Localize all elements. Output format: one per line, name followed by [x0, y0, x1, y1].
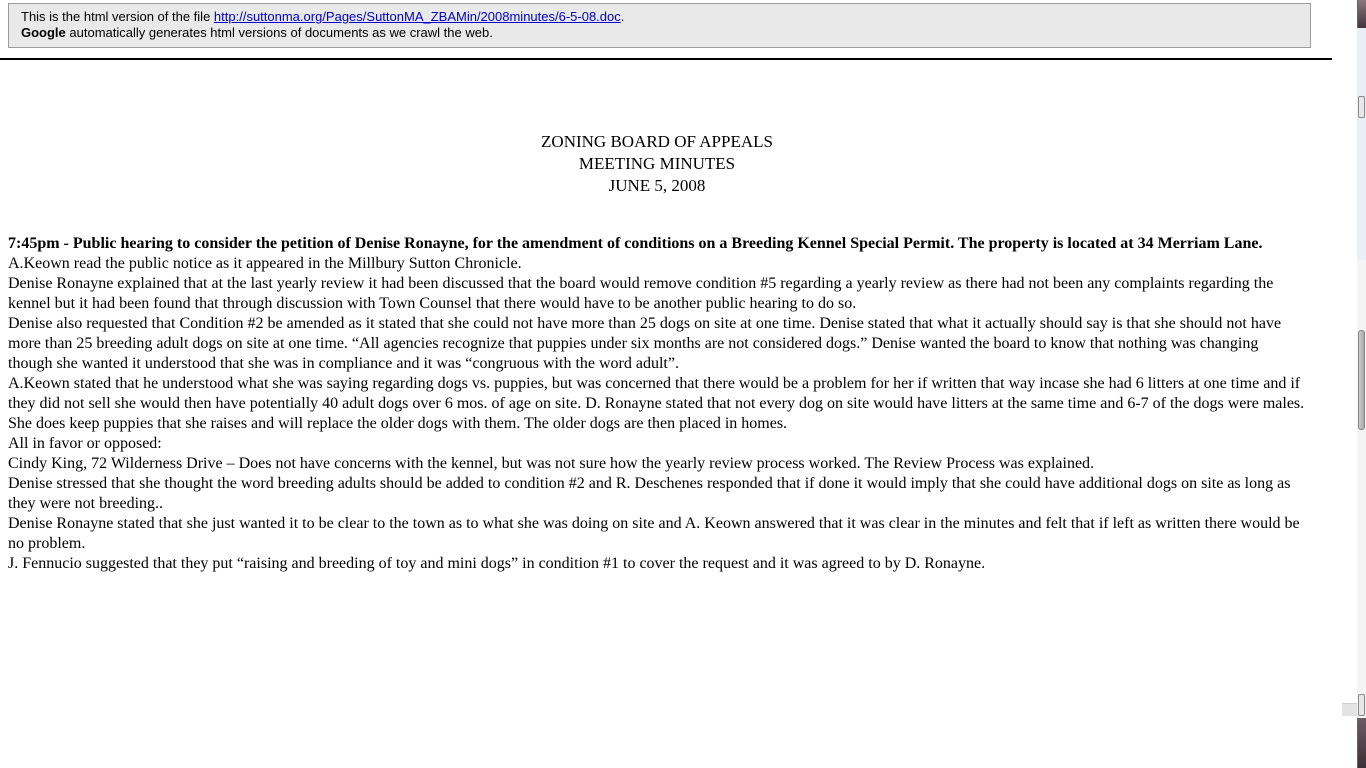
banner-line-1 — [21, 9, 1298, 25]
vertical-scrollbar[interactable] — [1357, 0, 1366, 768]
hearing-heading-paragraph: 7:45pm - Public hearing to consider the petition of Denise Ronayne, for the amendment of conditions on a Breeding Kennel Special Permit. The property is located at 34 Merriam Lane. — [8, 235, 1263, 252]
google-cache-banner — [8, 3, 1311, 48]
title-line-board: ZONING BOARD OF APPEALS — [541, 132, 773, 151]
minutes-paragraph: A.Keown stated that he understood what she was saying regarding dogs vs. puppies, but was concerned that there would be a problem for her if written that way incase she had 6 litters at one time and if they did not sell she would then have potentially 40 adult dogs over 6 mos. of age on site. D. Ronayne stated that not every dog on site would have litters at the same time and 6-7 of the dogs were males. She does keep puppies that she raises and will replace the older dogs with them. The older dogs are then placed in homes. — [8, 375, 1305, 432]
minutes-paragraph: A.Keown read the public notice as it appeared in the Millbury Sutton Chronicle. — [8, 255, 522, 272]
google-wordmark: Google — [21, 25, 66, 40]
minutes-paragraph: J. Fennucio suggested that they put “raising and breeding of toy and mini dogs” in condition #1 to cover the request and it was agreed to by D. Ronayne. — [8, 555, 986, 572]
banner-line-2 — [21, 25, 1298, 41]
banner-text-prefix: This is the html version of the file — [21, 9, 214, 24]
page-edge-fragment — [1342, 703, 1357, 716]
minutes-paragraph: Denise also requested that Condition #2 be amended as it stated that she could not have more than 25 dogs on site at one time. Denise stated that what it actually should say is that she should not have more than 25 breeding adult dogs on site at one time. “All agencies recognize that puppies under six months are not considered dogs.” Denise wanted the board to know that nothing was changing though she wanted it understood that she was in compliance and it was “congruous with the word adult”. — [8, 315, 1282, 372]
scrollbar-bottom-button[interactable] — [1357, 718, 1366, 768]
document-content — [0, 60, 1332, 574]
banner-text-suffix: . — [620, 9, 625, 24]
source-document-link[interactable]: http://suttonma.org/Pages/SuttonMA_ZBAMin/2008minutes/6-5-08.doc — [213, 9, 621, 24]
title-line-minutes: MEETING MINUTES — [578, 154, 736, 173]
document-title — [8, 131, 1306, 197]
scrollbar-thumb[interactable] — [1358, 330, 1365, 430]
banner-text-rest: automatically generates html versions of documents as we crawl the web. — [65, 25, 493, 40]
scrollbar-top-button[interactable] — [1357, 0, 1366, 28]
minutes-paragraph: All in favor or opposed: — [8, 435, 162, 452]
scrollbar-track[interactable] — [1357, 28, 1366, 260]
scrollbar-thumb-lower[interactable] — [1358, 694, 1365, 716]
scrollbar-thumb-upper[interactable] — [1358, 96, 1365, 118]
minutes-paragraph: Denise Ronayne stated that she just wanted it to be clear to the town as to what she was doing on site and A. Keown answered that it was clear in the minutes and felt that if left as written there would be no problem. — [8, 515, 1300, 552]
minutes-paragraph: Cindy King, 72 Wilderness Drive – Does not have concerns with the kennel, but was not sure how the yearly review process worked. The Review Process was explained. — [8, 455, 1095, 472]
document-body — [8, 234, 1306, 574]
minutes-paragraph: Denise Ronayne explained that at the last yearly review it had been discussed that the board would remove condition #5 regarding a yearly review as there had not been any complaints regarding the kennel but it had been found that through discussion with Town Counsel that there would have to be another public hearing to do so. — [8, 275, 1274, 312]
title-line-date: JUNE 5, 2008 — [608, 176, 706, 195]
minutes-paragraph: Denise stressed that she thought the word breeding adults should be added to condition #2 and R. Deschenes responded that if done it would imply that she could have additional dogs on site as long as they were not breeding.. — [8, 475, 1291, 512]
